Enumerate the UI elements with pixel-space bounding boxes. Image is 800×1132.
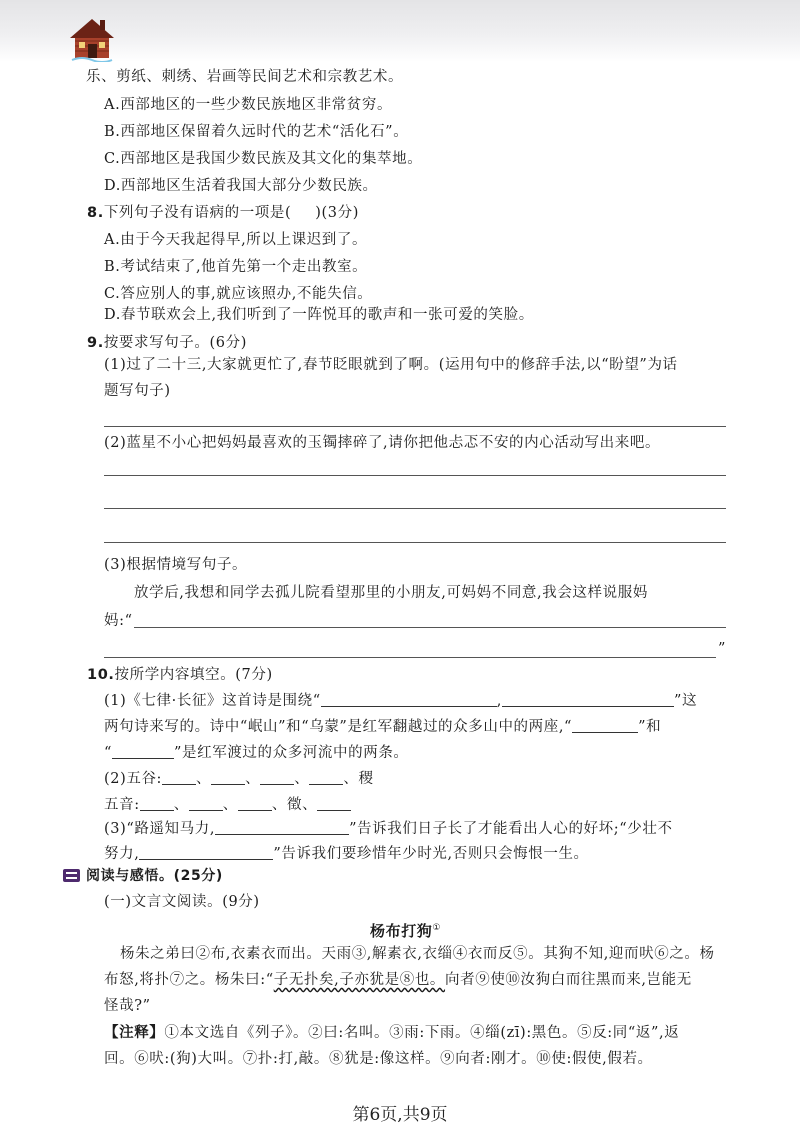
separator: 、 [245, 771, 261, 787]
separator: 、 [222, 797, 238, 813]
q10-line2-text: 两句诗来写的。诗中“岷山”和“乌蒙”是红军翻越过的众多山中的两座,“ [104, 719, 573, 735]
q8-number: 8. [87, 205, 104, 221]
q10-five-grains-end: 、稷 [343, 771, 374, 787]
q10-stem [87, 664, 273, 686]
q9-text: 按要求写句子。(6分) [103, 335, 247, 351]
q10-blank-5[interactable] [215, 820, 349, 835]
q10-number: 10. [87, 667, 115, 683]
q9-part3-context-line1: 放学后,我想和同学去孤儿院看望那里的小朋友,可妈妈不同意,我会这样说服妈 [134, 585, 648, 601]
q7-option-b[interactable]: B.西部地区保留着久远时代的艺术“活化石”。 [104, 124, 409, 140]
q8-option-b[interactable]: B.考试结束了,他首先第一个走出教室。 [104, 259, 368, 275]
q9-number: 9. [87, 335, 104, 351]
q8-stem [87, 202, 359, 224]
q10-tone-blank-1[interactable] [140, 796, 174, 811]
q8-option-a[interactable]: A.由于今天我起得早,所以上课迟到了。 [104, 232, 368, 248]
q10-blank-2[interactable] [502, 692, 674, 707]
q10-grain-blank-4[interactable] [309, 770, 343, 785]
q9-part2-answer-line-3[interactable] [104, 542, 726, 543]
q10-line1 [104, 690, 697, 712]
q9-part1-answer-line[interactable] [104, 426, 726, 427]
q10-line7-text: 努力, [104, 846, 140, 862]
q10-blank-6[interactable] [139, 845, 273, 860]
notes-line2: 回。⑥吠:(狗)大叫。⑦扑:打,敲。⑧犹是:像这样。⑨向者:刚才。⑩使:假使,假若。 [104, 1051, 653, 1067]
q10-comma: , [496, 693, 502, 709]
q10-line6 [104, 818, 673, 840]
passage-title-footnote: ① [432, 923, 442, 933]
section-subtitle: (一)文言文阅读。(9分) [104, 894, 260, 910]
passage-line2-start: 布怒,将扑⑦之。杨朱曰:“ [104, 972, 274, 988]
q9-part3-close-quote: ” [718, 641, 727, 657]
q7-option-c[interactable]: C.西部地区是我国少数民族及其文化的集萃地。 [104, 151, 423, 167]
q10-line3-open: “ [104, 745, 113, 761]
q10-line3-text: ”是红军渡过的众多河流中的两条。 [174, 745, 409, 761]
passage-line3: 怪哉?” [104, 998, 151, 1014]
q7-option-d[interactable]: D.西部地区生活着我国大部分少数民族。 [104, 178, 378, 194]
passage-line2-end: 向者⑨使⑩汝狗白而往黑而来,岂能无 [445, 972, 692, 988]
page-footer: 第6页,共9页 [352, 1105, 448, 1125]
passage-title [370, 917, 441, 942]
q10-text: 按所学内容填空。(7分) [114, 667, 273, 683]
q10-tone-blank-4[interactable] [317, 796, 351, 811]
section-book-icon [63, 869, 80, 882]
q8-answer-blank[interactable] [291, 205, 315, 219]
section-title: 阅读与感悟。(25分) [86, 868, 223, 884]
q10-line7 [104, 843, 589, 865]
q10-tone-blank-3[interactable] [238, 796, 272, 811]
q10-line1-text: (1)《七律·长征》这首诗是围绕“ [104, 693, 321, 709]
notes-line1-text: ①本文选自《列子》。②曰:名叫。③雨:下雨。④缁(zī):黑色。⑤反:同“返”,返 [164, 1025, 680, 1041]
q10-five-tones [104, 794, 351, 816]
q10-line2 [104, 716, 661, 738]
q10-line3 [104, 742, 409, 764]
q10-five-tones-mid: 、徵、 [271, 797, 318, 813]
q8-text: 下列句子没有语病的一项是( [103, 205, 292, 221]
q7-option-a[interactable]: A.西部地区的一些少数民族地区非常贫穷。 [104, 97, 393, 113]
page-header-band [0, 0, 800, 62]
q10-five-grains-label: (2)五谷: [104, 771, 163, 787]
q9-part1-line1: (1)过了二十三,大家就更忙了,春节眨眼就到了啊。(运用句中的修辞手法,以“盼望”为话 [104, 357, 678, 373]
q8-option-d[interactable]: D.春节联欢会上,我们听到了一阵悦耳的歌声和一张可爱的笑脸。 [104, 307, 534, 323]
q10-blank-4[interactable] [112, 744, 174, 759]
q10-grain-blank-1[interactable] [162, 770, 196, 785]
q9-part3-answer-line-1[interactable] [134, 627, 726, 628]
q7-stem-tail: 乐、剪纸、刺绣、岩画等民间艺术和宗教艺术。 [86, 69, 404, 85]
q9-part3-context-line2: 妈:“ [104, 613, 133, 629]
q9-part3-answer-line-2[interactable] [104, 657, 716, 658]
notes-line1 [104, 1022, 679, 1044]
passage-title-text: 杨布打狗 [370, 922, 433, 940]
separator: 、 [196, 771, 212, 787]
q9-part1-line2: 题写句子) [104, 383, 171, 399]
separator: 、 [173, 797, 189, 813]
q10-grain-blank-3[interactable] [260, 770, 294, 785]
passage-line2 [104, 969, 692, 991]
q10-tone-blank-2[interactable] [189, 796, 223, 811]
q8-text-end: )(3分) [315, 205, 359, 221]
q10-line6-text: (3)“路遥知马力, [104, 821, 216, 837]
q9-part2-answer-line-2[interactable] [104, 508, 726, 509]
q8-option-c[interactable]: C.答应别人的事,就应该照办,不能失信。 [104, 286, 373, 302]
notes-label: 【注释】 [104, 1024, 165, 1041]
q10-blank-3[interactable] [572, 718, 638, 733]
q10-blank-1[interactable] [321, 692, 497, 707]
passage-line1: 杨朱之弟曰②布,衣素衣而出。天雨③,解素衣,衣缁④衣而反⑤。其狗不知,迎而吠⑥之。杨 [120, 946, 715, 962]
q9-part3: (3)根据情境写句子。 [104, 557, 248, 573]
q10-line7-end: ”告诉我们要珍惜年少时光,否则只会悔恨一生。 [273, 846, 589, 862]
q9-part2-answer-line-1[interactable] [104, 475, 726, 476]
q10-grain-blank-2[interactable] [211, 770, 245, 785]
q9-stem [87, 332, 247, 354]
q10-line6-end: ”告诉我们日子长了才能看出人心的好坏;“少壮不 [349, 821, 673, 837]
house-logo-icon [70, 16, 114, 62]
q10-line2-end: ”和 [638, 719, 662, 735]
separator: 、 [294, 771, 310, 787]
q10-five-grains [104, 768, 374, 790]
passage-underlined-sentence: 子无扑矣,子亦犹是⑧也。 [273, 972, 446, 988]
q10-five-tones-label: 五音: [104, 797, 140, 813]
q10-line1-end: ”这 [673, 693, 698, 709]
q9-part2: (2)蓝星不小心把妈妈最喜欢的玉镯摔碎了,请你把他忐忑不安的内心活动写出来吧。 [104, 435, 661, 451]
